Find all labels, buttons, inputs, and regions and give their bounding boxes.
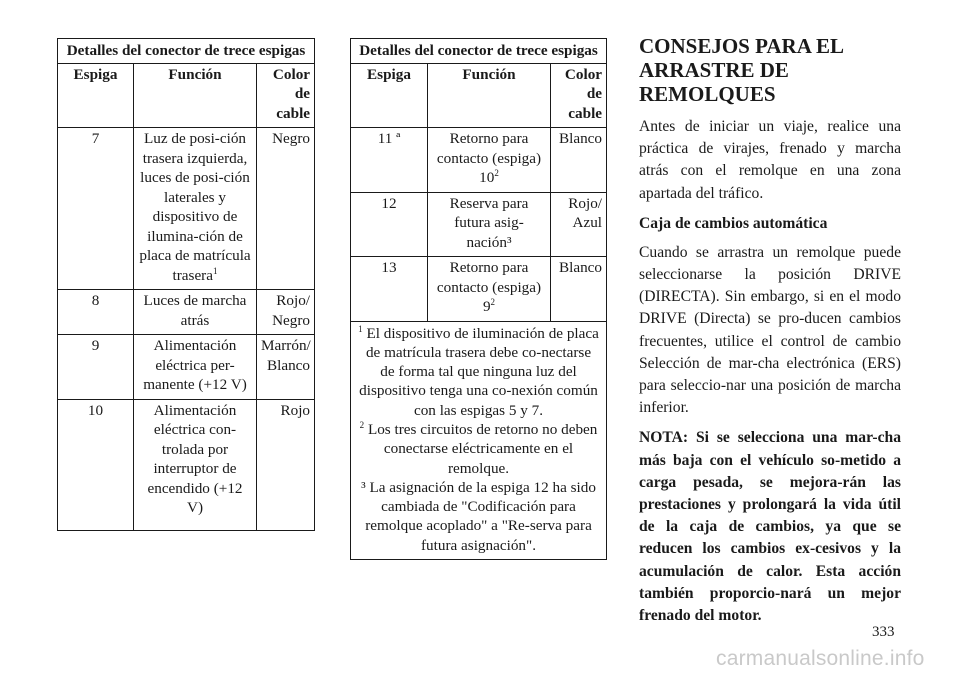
pin-cell: 11 ª bbox=[351, 128, 428, 193]
function-cell: Luces de marcha atrás bbox=[134, 290, 257, 335]
function-cell: Luz de posi-ción trasera izquierda, luces de posi-ción laterales y dispositivo de ilumina-ción de placa de matrícula trasera$^1$ bbox=[134, 128, 257, 290]
table-row bbox=[351, 192, 607, 257]
table-row bbox=[351, 257, 607, 322]
header-pin: Espiga bbox=[58, 63, 134, 128]
header-pin: Espiga bbox=[351, 63, 428, 128]
header-function: Función bbox=[134, 63, 257, 128]
function-cell: Retorno para contacto (espiga) $10^2$ bbox=[428, 128, 551, 193]
table-row bbox=[58, 335, 315, 400]
pin-cell: 10 bbox=[58, 399, 134, 530]
color-cell: Blanco bbox=[551, 128, 607, 193]
table-row bbox=[58, 399, 315, 530]
pin-cell: 7 bbox=[58, 128, 134, 290]
pin-cell: 9 bbox=[58, 335, 134, 400]
function-cell: Reserva para futura asig-nación³ bbox=[428, 192, 551, 257]
function-cell: Alimentación eléctrica con-trolada por interruptor de encendido (+12 V) bbox=[134, 399, 257, 530]
header-color: Color de cable bbox=[551, 63, 607, 128]
towing-tips-section bbox=[639, 34, 901, 627]
footnote-marker: 2 bbox=[490, 297, 496, 307]
color-cell: Rojo/ Azul bbox=[551, 192, 607, 257]
section-heading: CONSEJOS PARA EL ARRASTRE DE REMOLQUES bbox=[639, 34, 843, 106]
header-function: Función bbox=[428, 63, 551, 128]
footnote-3: ³ La asignación de la espiga 12 ha sido cambiada de "Codificación para remolque acoplado" a "Re-serva para futura asignación". bbox=[361, 478, 596, 554]
color-cell: Rojo bbox=[257, 399, 315, 530]
table-row bbox=[58, 290, 315, 335]
footnote-1: $^1$ El dispositivo de iluminación de placa de matrícula trasera debe co-nectarse de forma tal que ninguna luz del dispositivo tenga una co-nexión común con las espigas 5 y 7. bbox=[358, 323, 599, 419]
pin-cell: 8 bbox=[58, 290, 134, 335]
pin-cell: 12 bbox=[351, 192, 428, 257]
table-title: Detalles del conector de trece espigas bbox=[58, 39, 315, 64]
color-cell: Rojo/ Negro bbox=[257, 290, 315, 335]
note-paragraph: NOTA: Si se selecciona una mar-cha más baja con el vehículo so-metido a carga pesada, se mejora-rán las prestaciones y prolongará la vida útil de la caja de cambios, ya que se reducen los cambios ex-cesivos y la acumulación de calor. Esta acción también proporcio-nará un mejor frenado del motor. bbox=[639, 429, 901, 625]
footnote-2: $^2$ Los tres circuitos de retorno no deben conectarse eléctricamente en el remolque. bbox=[359, 419, 598, 477]
color-cell: Marrón/ Blanco bbox=[257, 335, 315, 400]
table-footnotes bbox=[351, 321, 607, 560]
footnote-marker: 2 bbox=[494, 168, 499, 178]
page-number: 333 bbox=[872, 624, 895, 640]
subheading: Caja de cambios automática bbox=[639, 214, 828, 232]
connector-table-right bbox=[350, 38, 607, 560]
intro-paragraph: Antes de iniciar un viaje, realice una práctica de virajes, frenado y marcha atrás con el remolque en una zona apartada del tráfico. bbox=[639, 118, 901, 202]
watermark: carmanualsonline.info bbox=[716, 647, 925, 670]
footnote-marker: 1 bbox=[212, 265, 218, 276]
body-paragraph: Cuando se arrastra un remolque puede seleccionarse la posición DRIVE (DIRECTA). Sin embargo, si en el modo DRIVE (Directa) se pro-ducen cambios frecuentes, utilice el control de cambio Selección de mar-cha electrónica (ERS) para seleccio-nar una posición de marcha inferior. bbox=[639, 243, 901, 417]
table-title: Detalles del conector de trece espigas bbox=[351, 39, 607, 64]
header-color: Color de cable bbox=[257, 63, 315, 128]
pin-cell: 13 bbox=[351, 257, 428, 322]
function-cell: Retorno para contacto (espiga) $9^2$ bbox=[428, 257, 551, 322]
table-row bbox=[58, 128, 315, 290]
color-cell: Blanco bbox=[551, 257, 607, 322]
color-cell: Negro bbox=[257, 128, 315, 290]
connector-table-left bbox=[57, 38, 315, 531]
function-cell: Alimentación eléctrica per-manente (+12 V) bbox=[134, 335, 257, 400]
table-row bbox=[351, 128, 607, 193]
